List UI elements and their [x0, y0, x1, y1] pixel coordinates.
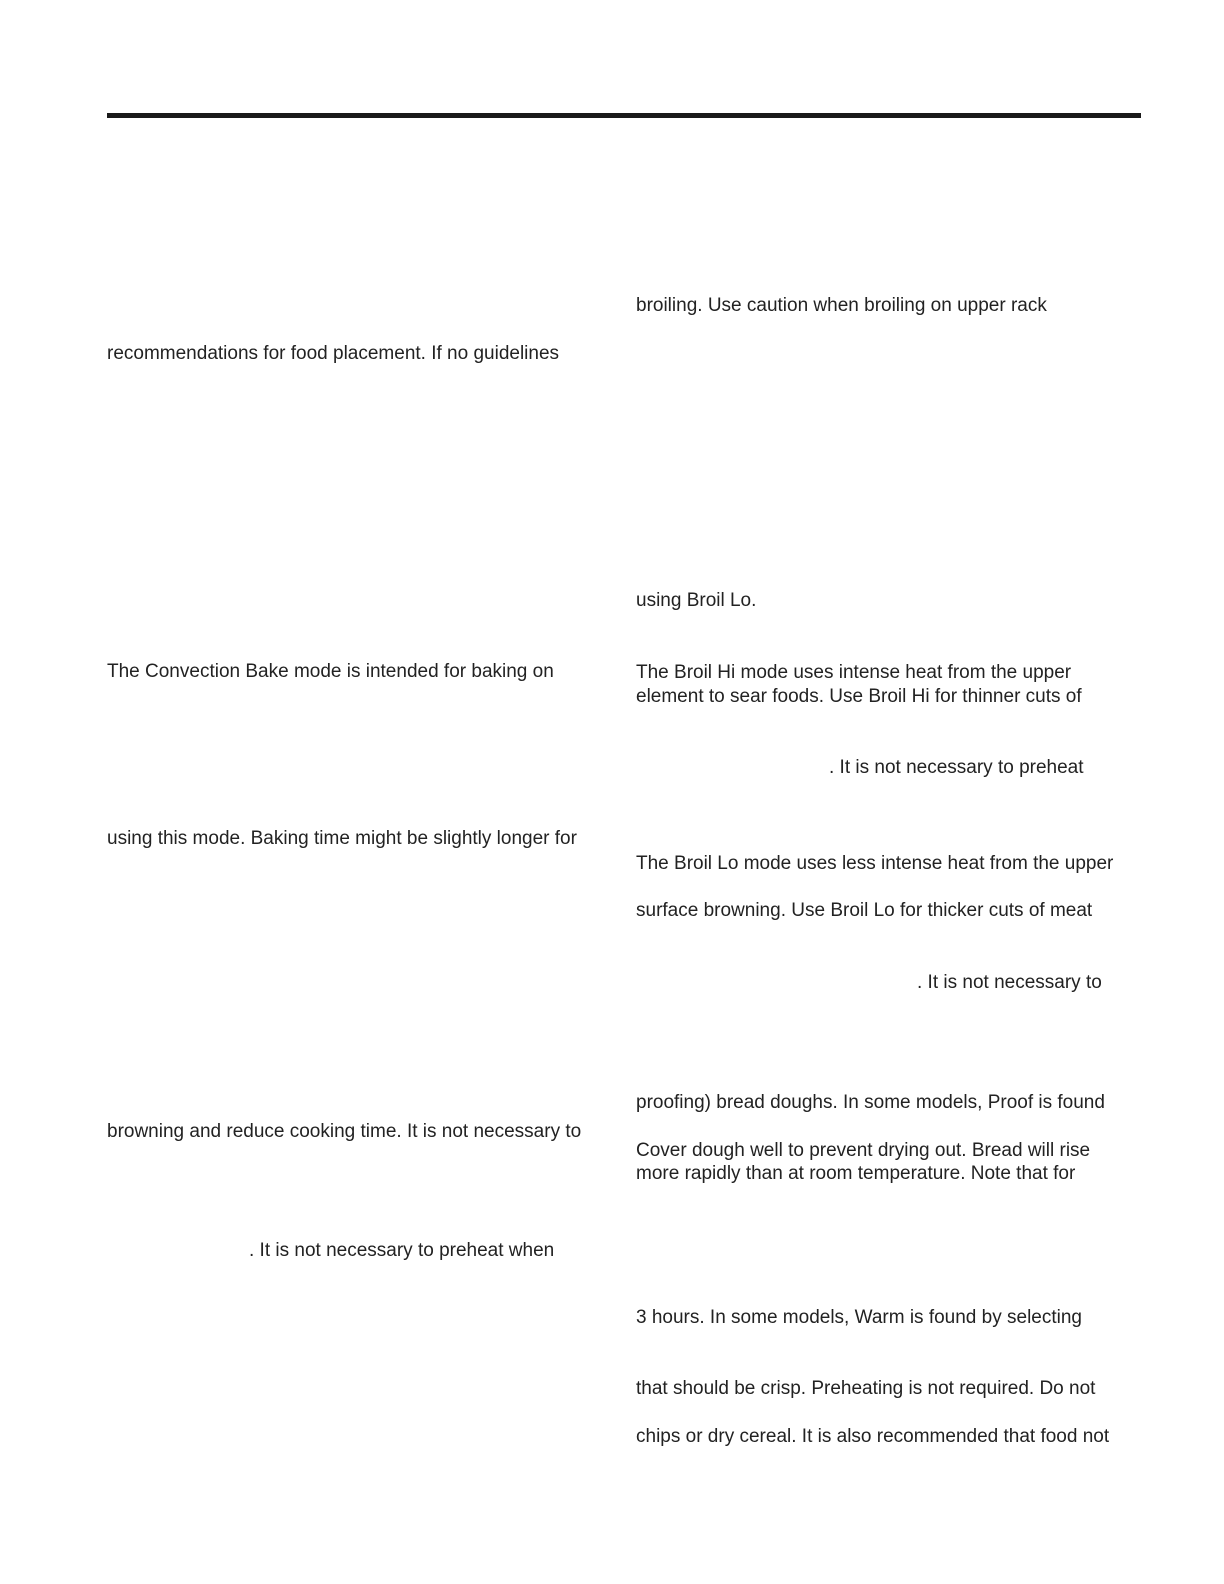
text-line: using Broil Lo. [636, 590, 757, 611]
text-line: Cover dough well to prevent drying out. Bread will rise [636, 1140, 1091, 1161]
text-line: . It is not necessary to [917, 972, 1102, 993]
text-line: broiling. Use caution when broiling on upper rack [636, 295, 1047, 316]
text-line: browning and reduce cooking time. It is not necessary to [107, 1121, 582, 1142]
text-line: recommendations for food placement. If no guidelines [107, 343, 560, 364]
text-line: . It is not necessary to preheat [829, 757, 1084, 778]
text-line: using this mode. Baking time might be slightly longer for [107, 828, 577, 849]
text-line: . It is not necessary to preheat when [249, 1240, 555, 1261]
text-line: surface browning. Use Broil Lo for thicker cuts of meat [636, 900, 1093, 921]
text-line: The Broil Hi mode uses intense heat from the upper [636, 662, 1072, 683]
header-rule [107, 113, 1141, 118]
text-line: The Convection Bake mode is intended for baking on [107, 661, 554, 682]
text-line: that should be crisp. Preheating is not required. Do not [636, 1378, 1096, 1399]
text-line: more rapidly than at room temperature. Note that for [636, 1163, 1076, 1184]
text-line: 3 hours. In some models, Warm is found by selecting [636, 1307, 1082, 1328]
text-line: element to sear foods. Use Broil Hi for thinner cuts of [636, 686, 1082, 707]
text-line: proofing) bread doughs. In some models, Proof is found [636, 1092, 1105, 1113]
text-line: chips or dry cereal. It is also recommended that food not [636, 1426, 1110, 1447]
text-line: The Broil Lo mode uses less intense heat from the upper [636, 853, 1114, 874]
